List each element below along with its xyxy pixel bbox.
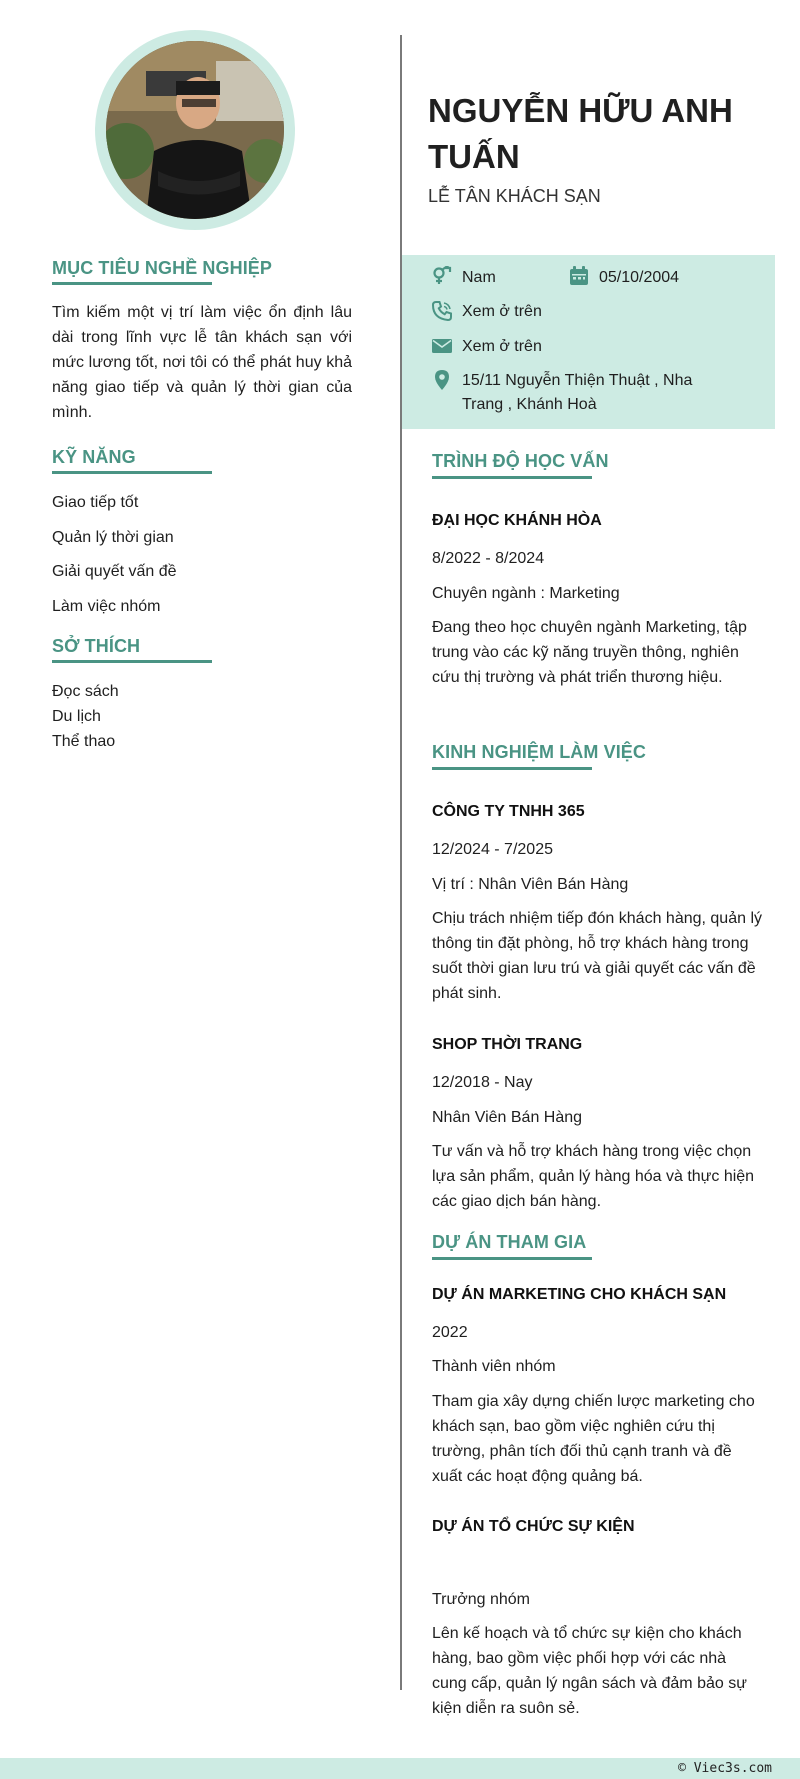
- hobbies-underline: [52, 660, 212, 663]
- project-name: DỰ ÁN TỔ CHỨC SỰ KIỆN: [432, 1518, 635, 1535]
- hobbies-heading: SỞ THÍCH: [52, 636, 141, 656]
- gender-value: Nam: [462, 269, 496, 286]
- education-period: 8/2022 - 8/2024: [432, 550, 545, 567]
- skill-item: Giải quyết vấn đề: [52, 563, 177, 580]
- skill-item: Làm việc nhóm: [52, 598, 161, 615]
- calendar-icon: [569, 266, 589, 286]
- education-underline: [432, 476, 592, 479]
- project-description: Lên kế hoạch và tổ chức sự kiện cho khách hàng, bao gồm việc phối hợp với các nhà cung cấp, quản lý ngân sách và đảm bảo sự kiện diễn ra suôn sẻ.: [432, 1625, 747, 1717]
- project-year: 2022: [432, 1324, 468, 1341]
- project-role: Thành viên nhóm: [432, 1358, 556, 1375]
- candidate-name: NGUYỄN HỮU ANH TUẤN: [428, 92, 733, 175]
- job-role: Nhân Viên Bán Hàng: [432, 1109, 583, 1126]
- skill-item: Quản lý thời gian: [52, 529, 174, 546]
- job-company: CÔNG TY TNHH 365: [432, 803, 585, 820]
- job-description: Chịu trách nhiệm tiếp đón khách hàng, quản lý thông tin đặt phòng, hỗ trợ khách hàng trong suốt thời gian lưu trú và giải quyết các vấn đề phát sinh.: [432, 910, 762, 1002]
- skills-heading: KỸ NĂNG: [52, 447, 136, 467]
- education-major: Chuyên ngành : Marketing: [432, 585, 620, 602]
- avatar-photo: [106, 41, 284, 219]
- project-role: Trưởng nhóm: [432, 1591, 530, 1608]
- job-period: 12/2024 - 7/2025: [432, 841, 553, 858]
- projects-underline: [432, 1257, 592, 1260]
- hobby-item: Thể thao: [52, 733, 116, 750]
- phone-value: Xem ở trên: [462, 303, 542, 320]
- objective-text: Tìm kiếm một vị trí làm việc ổn định lâu dài trong lĩnh vực lễ tân khách sạn với mức lương tốt, nơi tôi có thể phát huy khả năng giao tiếp và quản lý thời gian của mình.: [52, 304, 352, 421]
- job-role: Vị trí : Nhân Viên Bán Hàng: [432, 876, 629, 893]
- job-description: Tư vấn và hỗ trợ khách hàng trong việc chọn lựa sản phẩm, quản lý hàng hóa và thực hiện các giao dịch bán hàng.: [432, 1143, 755, 1210]
- objective-heading: MỤC TIÊU NGHỀ NGHIỆP: [52, 258, 273, 278]
- footer-credit[interactable]: © Viec3s.com: [678, 1761, 772, 1776]
- hobby-item: Đọc sách: [52, 683, 119, 700]
- address-value: 15/11 Nguyễn Thiện Thuật , Nha Trang , Khánh Hoà: [462, 372, 693, 413]
- email-value: Xem ở trên: [462, 338, 542, 355]
- email-icon: [432, 336, 452, 356]
- school-name: ĐẠI HỌC KHÁNH HÒA: [432, 512, 602, 529]
- job-company: SHOP THỜI TRANG: [432, 1036, 583, 1053]
- education-heading: TRÌNH ĐỘ HỌC VẤN: [432, 451, 609, 471]
- experience-heading: KINH NGHIỆM LÀM VIỆC: [432, 742, 647, 762]
- location-icon: [432, 370, 452, 390]
- job-period: 12/2018 - Nay: [432, 1074, 533, 1091]
- avatar: [106, 41, 284, 219]
- objective-underline: [52, 282, 212, 285]
- skill-item: Giao tiếp tốt: [52, 494, 139, 511]
- hobby-item: Du lịch: [52, 708, 101, 725]
- skills-underline: [52, 471, 212, 474]
- education-description: Đang theo học chuyên ngành Marketing, tập trung vào các kỹ năng truyền thông, nghiên cứu thị trường và phát triển thương hiệu.: [432, 619, 747, 686]
- gender-icon: [432, 266, 452, 286]
- project-name: DỰ ÁN MARKETING CHO KHÁCH SẠN: [432, 1286, 727, 1303]
- phone-icon: [432, 301, 452, 321]
- candidate-position: LỄ TÂN KHÁCH SẠN: [428, 186, 601, 206]
- projects-heading: DỰ ÁN THAM GIA: [432, 1232, 587, 1252]
- project-description: Tham gia xây dựng chiến lược marketing cho khách sạn, bao gồm việc nghiên cứu thị trường, phân tích đối thủ cạnh tranh và đề xuất các hoạt động quảng bá.: [432, 1393, 755, 1485]
- experience-underline: [432, 767, 592, 770]
- birthday-value: 05/10/2004: [599, 269, 680, 286]
